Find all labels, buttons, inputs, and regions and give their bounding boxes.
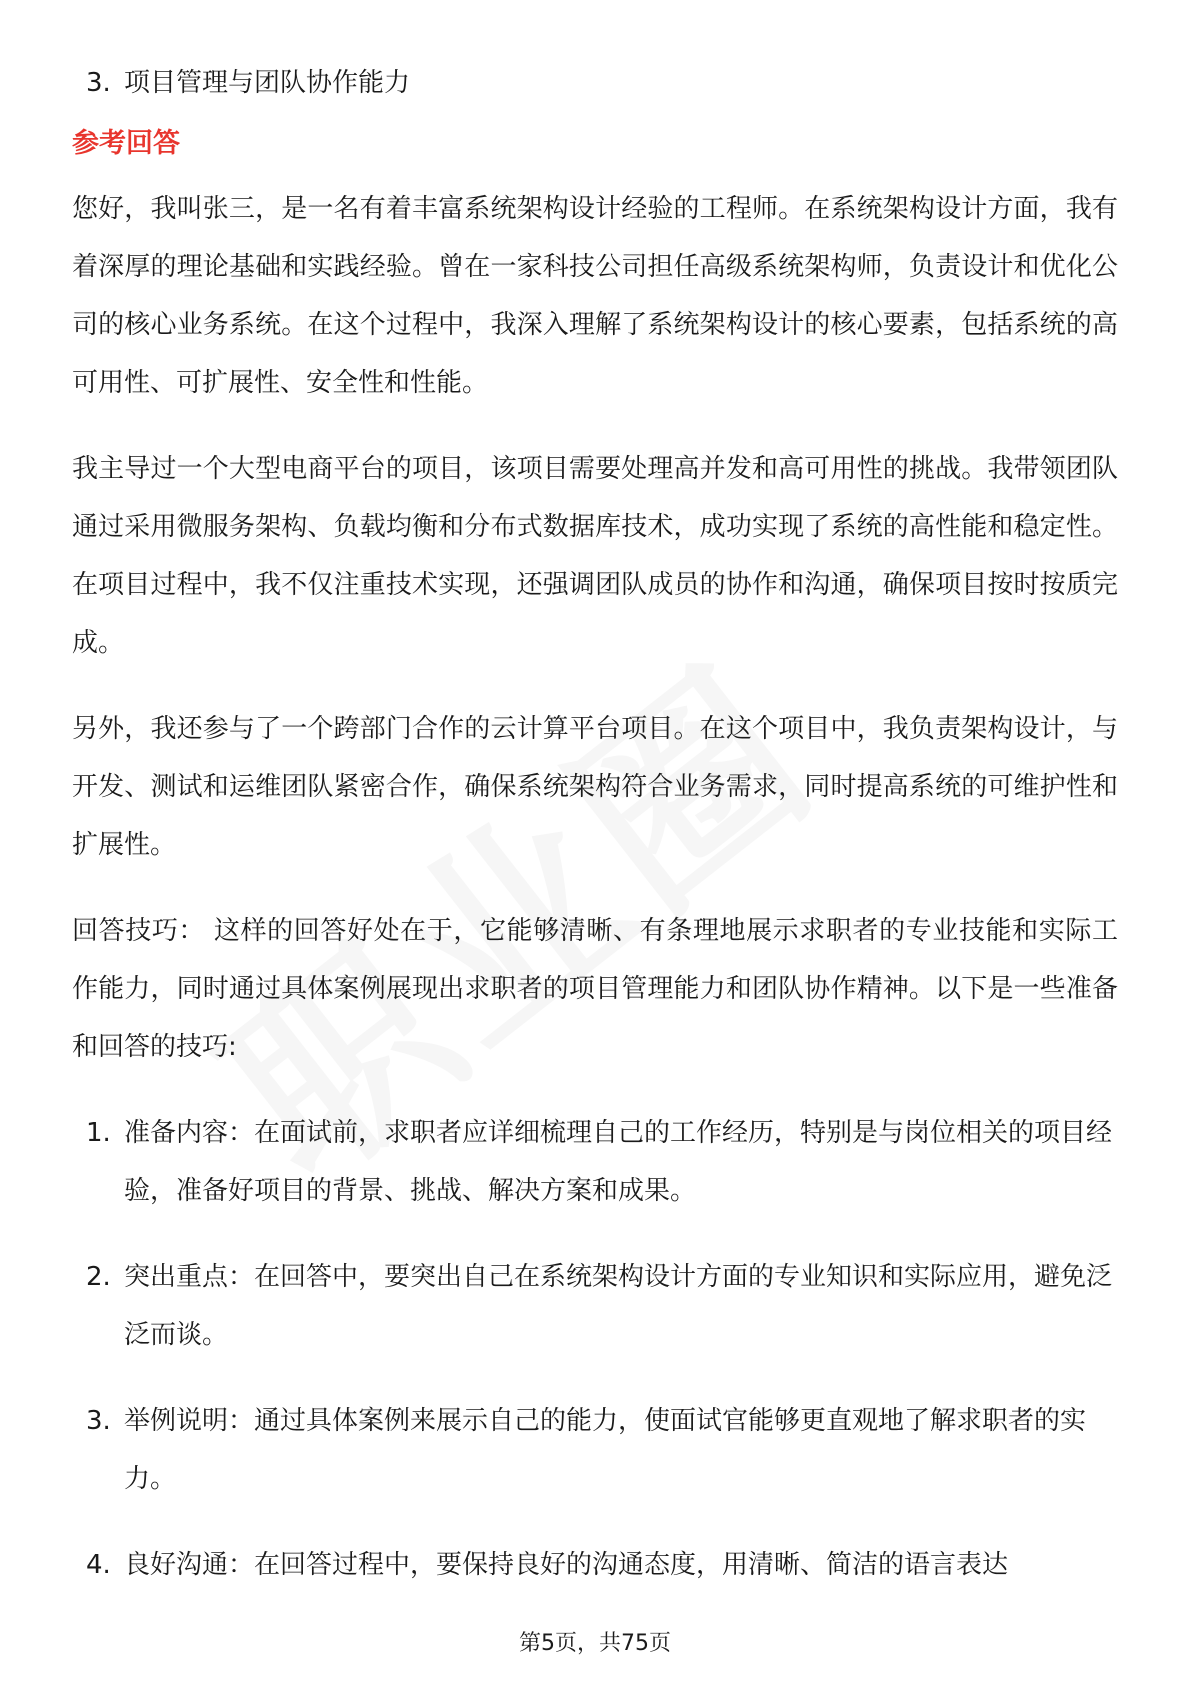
list-item <box>72 1392 1118 1508</box>
top-list-item <box>72 54 1118 112</box>
list-text: 突出重点：在回答中，要突出自己在系统架构设计方面的专业知识和实际应用，避免泛泛而谈。 <box>124 1262 1113 1350</box>
list-text: 项目管理与团队协作能力 <box>124 68 411 98</box>
page-content <box>72 54 1118 1622</box>
list-number: 4. <box>86 1550 111 1580</box>
list-number: 2. <box>86 1262 111 1292</box>
list-number: 1. <box>86 1118 111 1148</box>
list-number: 3. <box>86 68 111 98</box>
list-item <box>72 1536 1118 1594</box>
list-item <box>72 1104 1118 1220</box>
list-text: 良好沟通：在回答过程中，要保持良好的沟通态度，用清晰、简洁的语言表达 <box>124 1550 1009 1580</box>
list-text: 准备内容：在面试前，求职者应详细梳理自己的工作经历，特别是与岗位相关的项目经验，准备好项目的背景、挑战、解决方案和成果。 <box>124 1118 1113 1206</box>
answer-paragraph-1: 您好，我叫张三，是一名有着丰富系统架构设计经验的工程师。在系统架构设计方面，我有着深厚的理论基础和实践经验。曾在一家科技公司担任高级系统架构师，负责设计和优化公司的核心业务系统。在这个过程中，我深入理解了系统架构设计的核心要素，包括系统的高可用性、可扩展性、安全性和性能。 <box>72 194 1118 398</box>
list-item <box>72 1248 1118 1364</box>
section-title: 参考回答 <box>72 128 180 159</box>
list-number: 3. <box>86 1406 111 1436</box>
answer-paragraph-2: 我主导过一个大型电商平台的项目，该项目需要处理高并发和高可用性的挑战。我带领团队通过采用微服务架构、负载均衡和分布式数据库技术，成功实现了系统的高性能和稳定性。在项目过程中，我不仅注重技术实现，还强调团队成员的协作和沟通，确保项目按时按质完成。 <box>72 454 1118 658</box>
tips-intro-paragraph: 回答技巧： 这样的回答好处在于，它能够清晰、有条理地展示求职者的专业技能和实际工作能力，同时通过具体案例展现出求职者的项目管理能力和团队协作精神。以下是一些准备和回答的技巧: <box>72 916 1118 1062</box>
list-text: 举例说明：通过具体案例来展示自己的能力，使面试官能够更直观地了解求职者的实力。 <box>124 1406 1087 1494</box>
answer-paragraph-3: 另外，我还参与了一个跨部门合作的云计算平台项目。在这个项目中，我负责架构设计，与开发、测试和运维团队紧密合作，确保系统架构符合业务需求，同时提高系统的可维护性和扩展性。 <box>72 714 1118 860</box>
page-number-footer: 第5页，共75页 <box>519 1631 671 1656</box>
tips-list <box>72 1104 1118 1594</box>
